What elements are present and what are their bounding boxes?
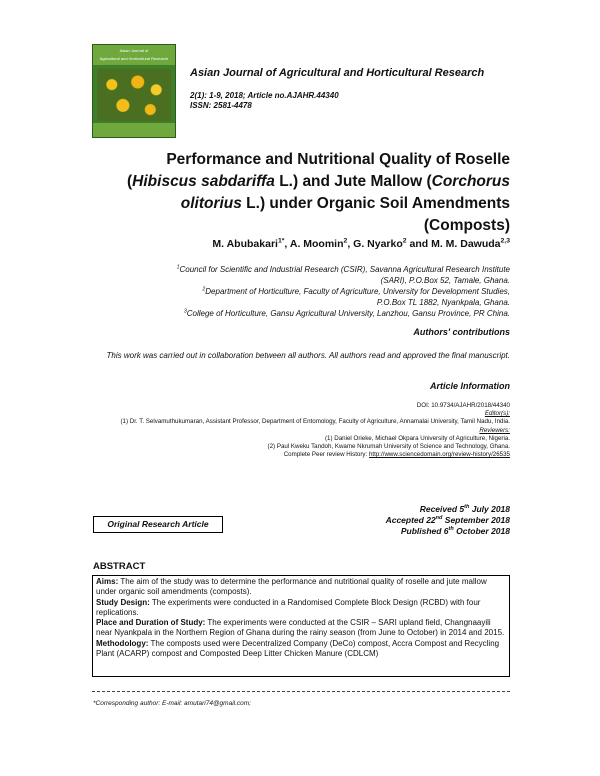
journal-issn: ISSN: 2581-4478	[190, 101, 252, 110]
paper-title	[90, 149, 510, 237]
affiliations	[70, 264, 510, 319]
author-1: M. Abubakari$^{1*}$	[212, 237, 285, 250]
abstract-heading: ABSTRACT	[93, 561, 146, 572]
abstract-methodology: Methodology: The composts used were Decentralized Company (DeCo) compost, Accra Compost and Recycling Plant (ACARP) compost and Composted Deep Litter Chicken Manure (CDLCM)	[96, 638, 500, 659]
cover-title-top: Asian Journal of	[119, 48, 149, 53]
title-line-4: (Composts)	[423, 217, 510, 234]
affiliation-1: $^1$Council for Scientific and Industrial Research (CSIR), Savanna Agricultural Research Institute	[176, 264, 510, 274]
journal-citation: 2(1): 1-9, 2018; Article no.AJAHR.44340	[190, 91, 339, 100]
journal-cover-image	[92, 44, 176, 138]
abstract-place-duration: Place and Duration of Study: The experiments were conducted at the CSIR – SARI upland field, Changnaayili near Nyankpala in the Northern Region of Ghana during the rainy season (from June to October) in 2014 and 2015.	[96, 618, 505, 638]
affiliation-1-cont: (SARI), P.O.Box 52, Tamale, Ghana.	[380, 276, 510, 285]
author-2: A. Moomin$^2$	[289, 237, 348, 250]
editors-label: Editor(s):	[484, 410, 510, 418]
received-date: Received 5th July 2018	[419, 504, 510, 514]
abstract-aims: Aims: The aim of the study was to determine the performance and nutritional quality of roselle and jute mallow under organic soil amendments (composts).	[96, 577, 487, 597]
author-list: M. Abubakari$^{1*}$, A. Moomin$^2$, G. Nyarko$^2$ and M. M. Dawuda$^{2,3}$	[212, 237, 510, 250]
title-line-1: Performance and Nutritional Quality of Roselle	[166, 151, 510, 168]
article-info-heading: Article Information	[429, 381, 510, 391]
corresponding-author-footnote: *Corresponding author: E-mail: amutari74@gmail.com;	[93, 700, 251, 707]
editor-entry: (1) Dr. T. Selvamuthukumaran, Assistant Professor, Department of Entomology, Faculty of Agriculture, Annamalai University, Tamil Nadu, India.	[120, 418, 510, 426]
footnote-divider	[92, 691, 510, 692]
affiliation-2: $^2$Department of Horticulture, Faculty of Agriculture, University for Development Studies,	[202, 286, 510, 296]
journal-name: Asian Journal of Agricultural and Horticultural Research	[190, 67, 485, 79]
contributions-text: This work was carried out in collaboration between all authors. All authors read and approved the final manuscript.	[106, 351, 510, 360]
reviewer-1: (1) Daniel Orieke, Michael Okpara University of Agriculture, Nigeria.	[324, 434, 510, 442]
title-line-3: olitorius L.) under Organic Soil Amendments	[180, 195, 510, 212]
affiliation-2-cont: P.O.Box TL 1882, Nyankpala, Ghana.	[376, 298, 510, 307]
article-type-badge: Original Research Article	[93, 516, 223, 533]
doi: DOI: 10.9734/AJAHR/2018/44340	[416, 402, 510, 409]
cover-footer-band	[93, 123, 175, 137]
abstract-study-design: Study Design: The experiments were conducted in a Randomised Complete Block Design (RCBD) with four replications.	[96, 597, 481, 617]
article-info	[80, 402, 510, 459]
accepted-date: Accepted 22nd September 2018	[385, 515, 510, 525]
published-date: Published 6th October 2018	[400, 526, 510, 536]
sunflower-field-picture	[97, 69, 171, 121]
history-label: Complete Peer review History:	[283, 451, 368, 459]
author-4: M. M. Dawuda$^{2,3}$	[431, 237, 510, 250]
contributions-heading: Authors' contributions	[413, 327, 510, 337]
affiliation-3: $^3$College of Horticulture, Gansu Agricultural University, Lanzhou, Gansu Province, PR China.	[183, 308, 510, 318]
reviewers-label: Reviewers:	[479, 426, 510, 434]
history-link[interactable]: http://www.sciencedomain.org/review-history/26535	[368, 451, 510, 459]
reviewer-2: (2) Paul Kweku Tandoh, Kwame Nkrumah University of Science and Technology, Ghana.	[267, 443, 510, 451]
title-line-2: (Hibiscus sabdariffa L.) and Jute Mallow (Corchorus	[127, 173, 510, 190]
cover-title-band	[93, 45, 175, 65]
cover-title-bottom: Agricultural and Horticultural Research	[99, 56, 169, 61]
review-history	[80, 451, 510, 459]
author-3: G. Nyarko$^2$	[353, 237, 407, 250]
journal-meta	[190, 91, 339, 111]
publication-dates	[386, 504, 510, 537]
abstract-box	[92, 575, 510, 677]
